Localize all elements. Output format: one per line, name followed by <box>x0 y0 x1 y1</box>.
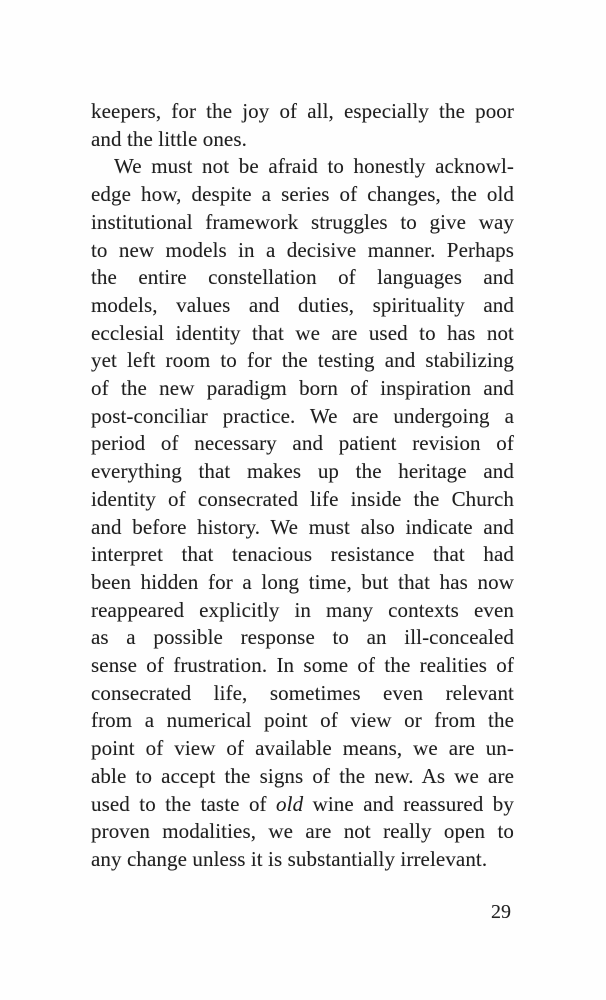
text-line: keepers, for the joy of all, especially the poor <box>91 99 514 123</box>
text-line: edge how, despite a series of changes, the old <box>91 182 514 207</box>
text-line: able to accept the signs of the new. As we are <box>91 763 514 788</box>
paragraph <box>91 98 514 153</box>
text-line: proven modalities, we are not really open to <box>91 819 514 844</box>
text-line: models, values and duties, spirituality and <box>91 292 514 317</box>
text-line: interpret that tenacious resistance that had <box>91 542 514 567</box>
text-line: We must not be afraid to honestly acknowl- <box>114 154 514 179</box>
text-line: the entire constellation of languages and <box>91 265 514 290</box>
text-line: of the new paradigm born of inspiration and <box>91 376 514 401</box>
text-line: to new models in a decisive manner. Perhaps <box>91 237 514 262</box>
text-line: point of view of available means, we are un- <box>91 736 514 761</box>
text-line: ecclesial identity that we are used to has not <box>91 320 514 345</box>
text-line: institutional framework struggles to give way <box>91 209 514 234</box>
page-number: 29 <box>491 901 511 923</box>
italic-text: old <box>276 791 304 816</box>
text-line: yet left room to for the testing and stabilizing <box>91 348 514 373</box>
text-line: and the little ones. <box>91 126 247 151</box>
text-line: consecrated life, sometimes even relevant <box>91 680 514 705</box>
text-line: identity of consecrated life inside the Church <box>91 486 514 511</box>
text-line: period of necessary and patient revision of <box>91 431 514 456</box>
text-line: sense of frustration. In some of the realities of <box>91 653 514 678</box>
text-line: reappeared explicitly in many contexts even <box>91 597 514 622</box>
text-line: been hidden for a long time, but that has now <box>91 569 514 594</box>
text-line: any change unless it is substantially irrelevant. <box>91 846 488 871</box>
text-line: everything that makes up the heritage and <box>91 459 514 484</box>
text-line: used to the taste of old wine and reassured by <box>91 791 515 816</box>
text-line: and before history. We must also indicate and <box>91 514 514 539</box>
text-line: from a numerical point of view or from the <box>91 708 514 733</box>
text-line: as a possible response to an ill-concealed <box>91 625 514 650</box>
page-text-block <box>91 98 514 874</box>
text-line: post-conciliar practice. We are undergoing a <box>91 403 514 428</box>
paragraph <box>91 153 514 873</box>
